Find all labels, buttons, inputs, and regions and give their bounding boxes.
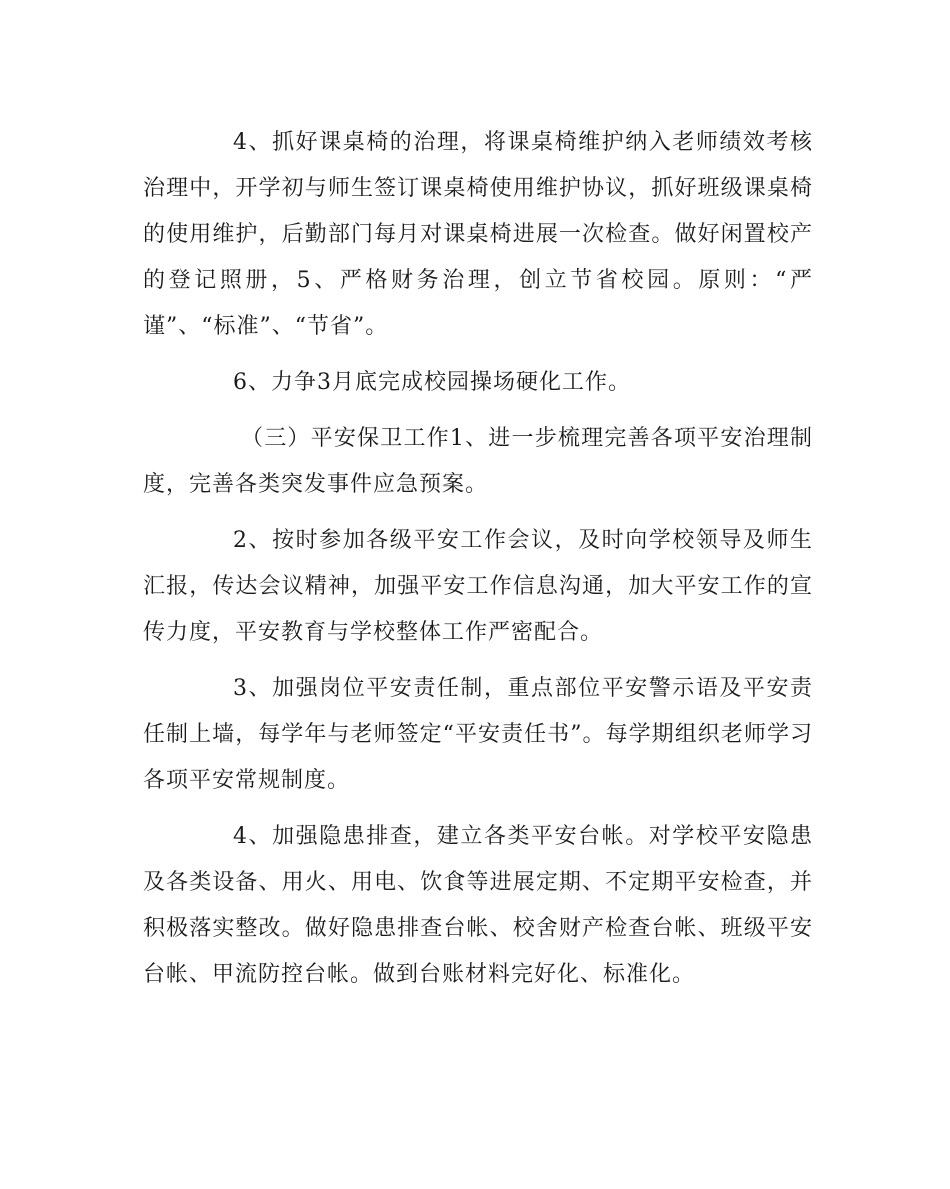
paragraph-playground-work: 6、力争3月底完成校园操场硬化工作。 bbox=[233, 370, 631, 395]
document-body bbox=[143, 120, 813, 1008]
paragraph-facility-maintenance: 4、抓好课桌椅的治理，将课桌椅维护纳入老师绩效考核治理中，开学初与师生签订课桌椅使用维护协议，抓好班级课桌椅的使用维护，后勤部门每月对课桌椅进展一次检查。做好闲置校产的登记照册，5、严格财务治理，创立节省校园。原则：“严谨”、“标准”、“节省”。 bbox=[143, 130, 813, 339]
paragraph-safety-responsibility: 3、加强岗位平安责任制，重点部位平安警示语及平安责任制上墙，每学年与老师签定“平安责任书”。每学期组织老师学习各项平安常规制度。 bbox=[143, 676, 813, 793]
paragraph-safety-meetings: 2、按时参加各级平安工作会议，及时向学校领导及师生汇报，传达会议精神，加强平安工作信息沟通，加大平安工作的宣传力度，平安教育与学校整体工作严密配合。 bbox=[143, 528, 813, 645]
paragraph-safety-section: （三）平安保卫工作1、进一步梳理完善各项平安治理制度，完善各类突发事件应急预案。 bbox=[143, 426, 813, 497]
paragraph-hazard-inspection: 4、加强隐患排查，建立各类平安台帐。对学校平安隐患及各类设备、用火、用电、饮食等进展定期、不定期平安检查，并积极落实整改。做好隐患排查台帐、校舍财产检查台帐、班级平安台帐、甲流防控台帐。做到台账材料完好化、标准化。 bbox=[143, 824, 813, 987]
